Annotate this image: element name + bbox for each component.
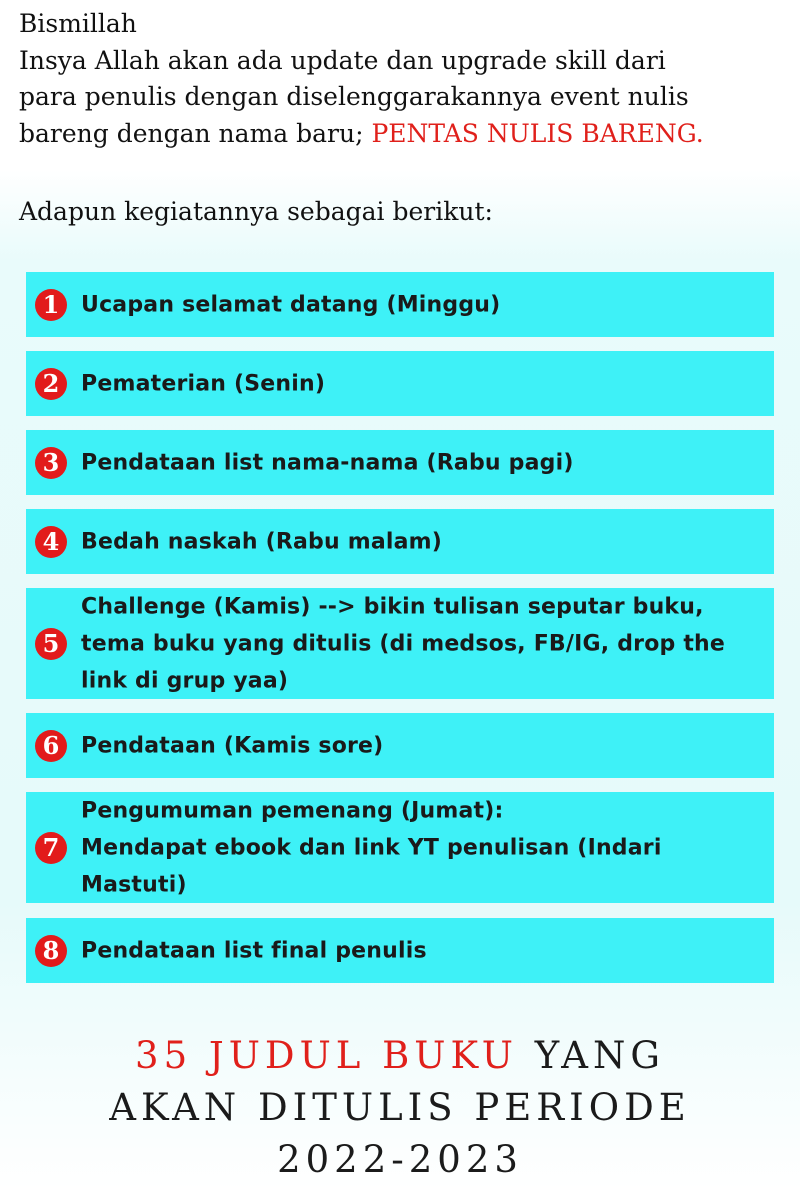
footer-line-1 (0, 1030, 800, 1082)
agenda-item-line: Mendapat ebook dan link YT penulisan (Indari (81, 835, 662, 860)
agenda-item-text (81, 792, 764, 903)
agenda-item-text (81, 365, 764, 402)
footer-line-1-rest: YANG (517, 1034, 665, 1077)
agenda-item-line: link di grup yaa) (81, 668, 289, 693)
footer-book-count: 35 JUDUL BUKU (135, 1034, 518, 1077)
number-badge-icon: 4 (35, 526, 67, 558)
footer-title (0, 1030, 800, 1186)
agenda-item-4 (26, 509, 774, 574)
agenda-item-line: Pematerian (Senin) (81, 371, 326, 396)
intro-line-2: Insya Allah akan ada update dan upgrade skill dari (19, 45, 666, 75)
number-badge-icon: 6 (35, 730, 67, 762)
agenda-item-text (81, 523, 764, 560)
intro-line-4-text: bareng dengan nama baru; (19, 118, 372, 148)
agenda-item-2 (26, 351, 774, 416)
number-badge-icon: 7 (35, 832, 67, 864)
agenda-item-1 (26, 272, 774, 337)
agenda-item-text (81, 588, 764, 699)
number-badge-icon: 5 (35, 628, 67, 660)
intro-line-4 (19, 116, 782, 153)
agenda-item-line: Mastuti) (81, 872, 187, 897)
number-badge-icon: 8 (35, 935, 67, 967)
number-badge-icon: 2 (35, 368, 67, 400)
agenda-item-text (81, 444, 764, 481)
greeting: Bismillah (19, 9, 137, 38)
agenda-item-5 (26, 588, 774, 699)
intro-paragraph (19, 6, 782, 152)
agenda-item-line: Pendataan (Kamis sore) (81, 733, 384, 758)
number-badge-icon: 3 (35, 447, 67, 479)
agenda-item-line: Pendataan list nama-nama (Rabu pagi) (81, 450, 574, 475)
agenda-item-text (81, 932, 764, 969)
agenda-item-6 (26, 713, 774, 778)
agenda-item-line: Challenge (Kamis) --> bikin tulisan seputar buku, (81, 594, 704, 619)
number-badge-icon: 1 (35, 289, 67, 321)
agenda-item-line: Pengumuman pemenang (Jumat): (81, 798, 504, 823)
agenda-item-line: Pendataan list final penulis (81, 938, 427, 963)
intro-line-3: para penulis dengan diselenggarakannya event nulis (19, 82, 689, 111)
agenda-item-line: Bedah naskah (Rabu malam) (81, 529, 443, 554)
agenda-item-line: Ucapan selamat datang (Minggu) (81, 292, 501, 317)
footer-line-3: 2022-2023 (277, 1138, 523, 1181)
agenda-item-line: tema buku yang ditulis (di medsos, FB/IG, drop the (81, 631, 726, 656)
footer-line-2: AKAN DITULIS PERIODE (109, 1086, 691, 1129)
agenda-item-3 (26, 430, 774, 495)
agenda-item-text (81, 727, 764, 764)
agenda-intro-text: Adapun kegiatannya sebagai berikut: (19, 197, 493, 226)
agenda-item-7 (26, 792, 774, 903)
agenda-item-text (81, 286, 764, 323)
event-name-highlight: PENTAS NULIS BARENG. (371, 118, 704, 148)
agenda-item-8 (26, 918, 774, 983)
